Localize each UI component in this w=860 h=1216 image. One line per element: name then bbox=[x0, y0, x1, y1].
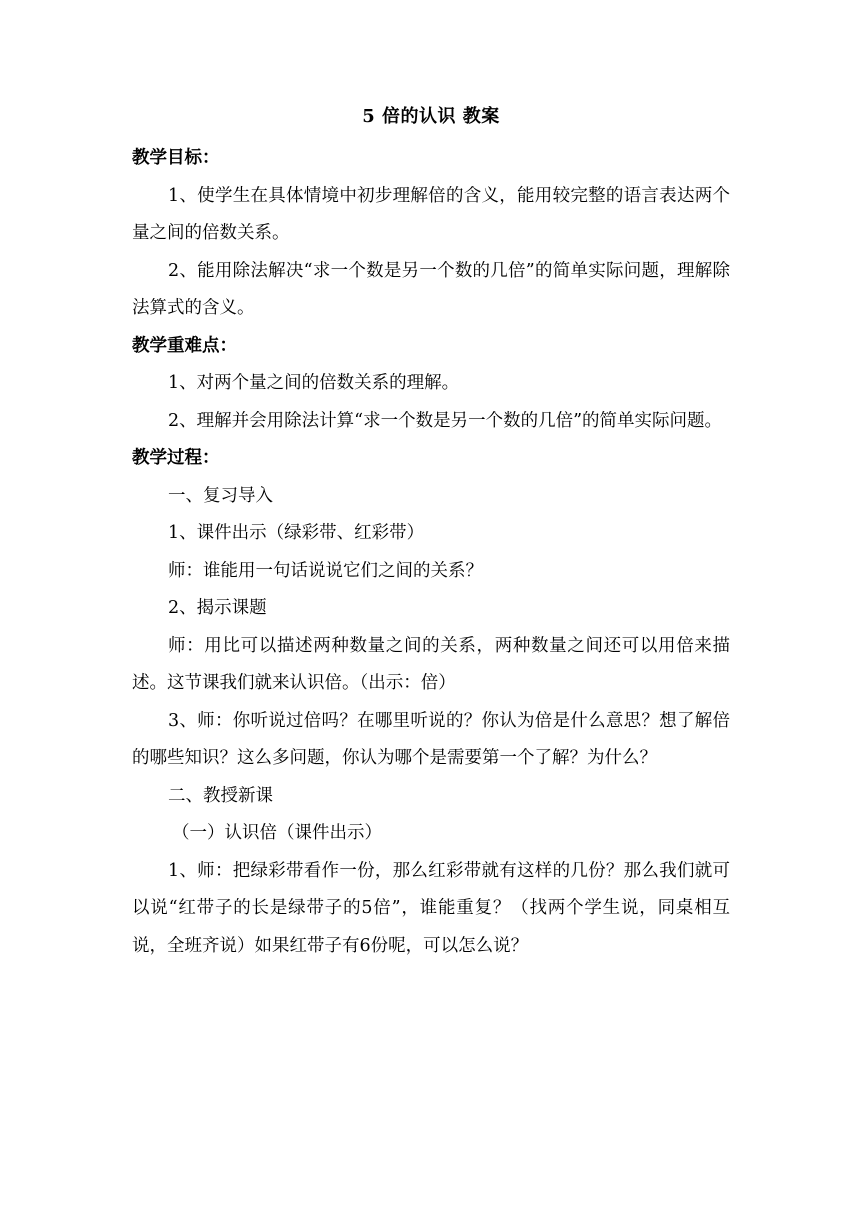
teacher-question-1: 师：谁能用一句话说说它们之间的关系？ bbox=[168, 560, 483, 581]
process-step-2: 2、揭示课题 bbox=[168, 598, 267, 618]
key-point-2: 2、理解并会用除法计算“求一个数是另一个数的几倍”的简单实际问题。 bbox=[168, 410, 723, 431]
objective-1: 1、使学生在具体情境中初步理解倍的含义，能用较完整的语言表达两个量之间的倍数关系。 bbox=[132, 185, 730, 243]
subsection-heading-1: （一）认识倍（课件出示） bbox=[172, 823, 382, 843]
teacher-statement-2: 师：用比可以描述两种数量之间的关系，两种数量之间还可以用倍来描述。这节课我们就来认识倍。（出示：倍） bbox=[132, 635, 730, 693]
section-heading-objectives: 教学目标： bbox=[132, 148, 220, 168]
objective-2: 2、能用除法解决“求一个数是另一个数的几倍”的简单实际问题，理解除法算式的含义。 bbox=[132, 260, 730, 318]
section-heading-process: 教学过程： bbox=[132, 448, 220, 468]
process-part-2-heading: 二、教授新课 bbox=[168, 785, 273, 806]
new-lesson-step-1: 1、师：把绿彩带看作一份，那么红彩带就有这样的几份？那么我们就可以说“红带子的长是绿带子的5倍”，谁能重复？（找两个学生说，同桌相互说，全班齐说）如果红带子有6份呢，可以怎么说？ bbox=[132, 860, 730, 956]
page-title: 5 倍的认识 教案 bbox=[362, 106, 500, 127]
section-heading-key-points: 教学重难点： bbox=[132, 335, 237, 356]
process-step-3: 3、师：你听说过倍吗？在哪里听说的？你认为倍是什么意思？想了解倍的哪些知识？这么多问题，你认为哪个是需要第一个了解？为什么？ bbox=[132, 710, 730, 768]
process-step-1: 1、课件出示（绿彩带、红彩带） bbox=[168, 523, 425, 543]
process-part-1-heading: 一、复习导入 bbox=[168, 485, 273, 506]
key-point-1: 1、对两个量之间的倍数关系的理解。 bbox=[168, 373, 460, 393]
lesson-plan-page bbox=[132, 100, 730, 965]
